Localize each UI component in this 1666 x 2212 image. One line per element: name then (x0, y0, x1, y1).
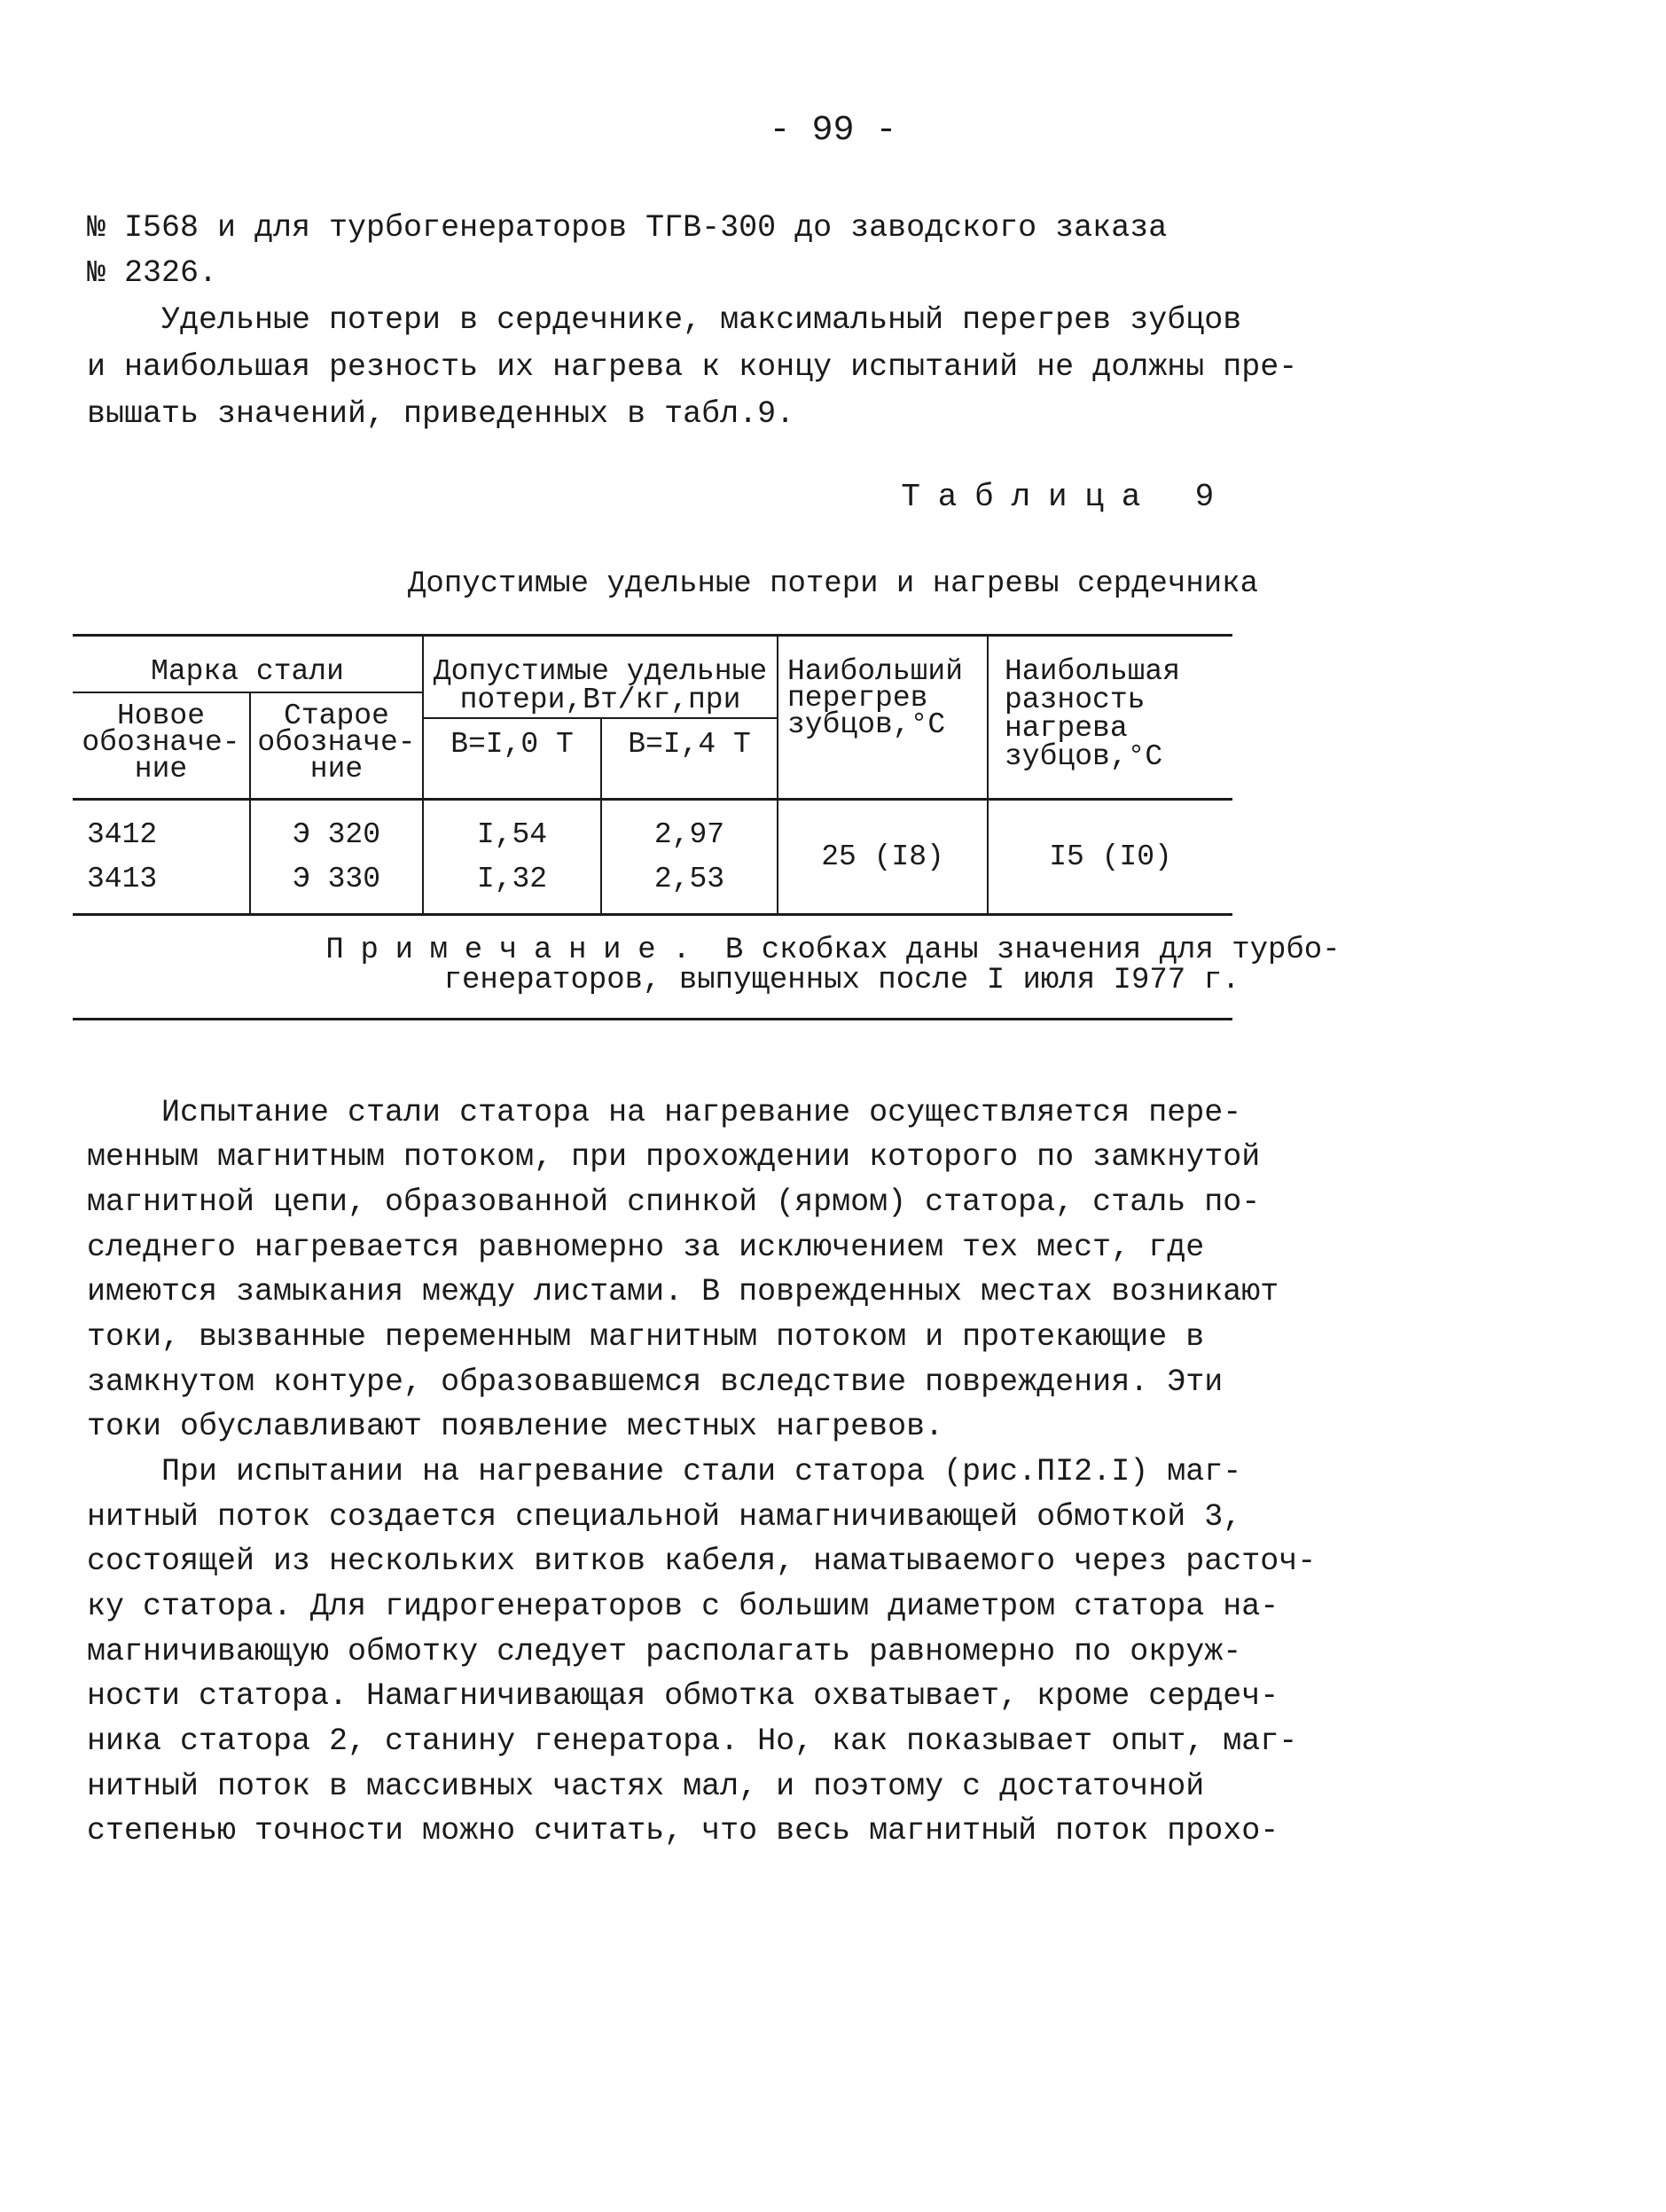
body-line-9: При испытании на нагревание стали статора (рис.ПI2.I) маг- (87, 1454, 1242, 1489)
body-line-10: нитный поток создается специальной намагничивающей обмоткой 3, (87, 1499, 1242, 1535)
body-line-2: менным магнитным потоком, при прохождении которого по замкнутой (87, 1139, 1261, 1175)
difference-value: I5 (I0) (1049, 840, 1172, 873)
intro-line-3: Удельные потери в сердечнике, максимальный перегрев зубцов (87, 302, 1242, 338)
body-line-6: токи, вызванные переменным магнитным потоком и протекающие в (87, 1319, 1205, 1355)
body-line-8: токи обуславливают появление местных нагревов. (87, 1409, 944, 1444)
note-text-1: В скобках даны значения для турбо- (707, 934, 1341, 967)
header-old-3: ние (309, 753, 364, 786)
header-difference-3: нагрева (1005, 712, 1128, 745)
row-1-b14: 2,97 (653, 818, 725, 851)
note-bottom-rule (73, 1018, 1232, 1020)
row-1-new: 3412 (87, 818, 158, 851)
row-2-new: 3413 (87, 863, 158, 895)
col-divider-4 (777, 634, 778, 913)
page-number: - 99 - (769, 111, 897, 151)
row-2-old: Э 330 (292, 863, 381, 895)
body-line-15: ника статора 2, станину генератора. Но, как показывает опыт, маг- (87, 1723, 1298, 1759)
table-title: Допустимые удельные потери и нагревы сердечника (408, 567, 1258, 601)
body-line-7: замкнутом контуре, образовавшемся вследствие повреждения. Эти (87, 1364, 1224, 1400)
row-1-b10: I,54 (476, 818, 548, 851)
header-overheat-1: Наибольший (787, 655, 964, 688)
header-difference-1: Наибольшая (1005, 655, 1181, 688)
table-bottom-rule (73, 913, 1232, 916)
header-bottom-rule (73, 798, 1232, 801)
table-top-rule (73, 634, 1232, 637)
header-losses-2: потери,Вт/кг,при (459, 684, 741, 716)
table-label: Таблица 9 (901, 479, 1232, 515)
overheat-value: 25 (I8) (821, 840, 944, 873)
body-line-4: следнего нагревается равномерно за исключением тех мест, где (87, 1230, 1205, 1265)
header-new-1: Новое (116, 700, 206, 732)
header-steel-grade: Марка стали (151, 655, 344, 688)
body-line-16: нитный поток в массивных частях мал, и поэтому с достаточной (87, 1769, 1205, 1804)
header-old-1: Старое (284, 700, 389, 732)
header-overheat-3: зубцов,°С (787, 708, 946, 741)
header-new-2: обозначе- (82, 726, 240, 759)
row-2-b10: I,32 (476, 863, 548, 895)
header-b14: В=I,4 Т (628, 728, 751, 761)
intro-line-1: № I568 и для турбогенераторов ТГВ-300 до заводского заказа (87, 210, 1168, 246)
body-line-12: ку статора. Для гидрогенераторов с большим диаметром статора на- (87, 1589, 1279, 1624)
intro-line-5: вышать значений, приведенных в табл.9. (87, 396, 795, 432)
header-new-3: ние (134, 753, 188, 786)
row-2-b14: 2,53 (653, 863, 725, 895)
header-overheat-2: перегрев (787, 682, 928, 715)
steel-grade-rule (73, 692, 422, 693)
row-1-old: Э 320 (292, 818, 381, 851)
header-difference-2: разность (1005, 684, 1146, 716)
body-line-1: Испытание стали статора на нагревание осуществляется пере- (87, 1095, 1242, 1130)
table-note-line-2: генераторов, выпущенных после I июля I977 г. (443, 964, 1240, 997)
col-divider-5 (987, 634, 989, 913)
table-note-line-1 (0, 935, 1666, 965)
losses-rule (422, 717, 777, 719)
header-old-2: обозначе- (257, 726, 416, 759)
note-label: Примечание. (325, 934, 708, 967)
body-line-14: ности статора. Намагничивающая обмотка охватывает, кроме сердеч- (87, 1678, 1279, 1714)
intro-line-2: № 2326. (87, 255, 218, 291)
body-line-3: магнитной цепи, образованной спинкой (ярмом) статора, сталь по- (87, 1184, 1261, 1220)
intro-line-4: и наибольшая резность их нагрева к концу испытаний не должны пре- (87, 349, 1298, 385)
header-difference-4: зубцов,°С (1005, 740, 1163, 773)
body-line-11: состоящей из нескольких витков кабеля, наматываемого через расточ- (87, 1544, 1317, 1579)
body-line-5: имеются замыкания между листами. В поврежденных местах возникают (87, 1274, 1279, 1309)
header-b10: В=I,0 Т (450, 728, 574, 761)
body-line-17: степенью точности можно считать, что весь магнитный поток прохо- (87, 1813, 1279, 1849)
body-line-13: магничивающую обмотку следует располагать равномерно по окруж- (87, 1634, 1242, 1669)
header-losses-1: Допустимые удельные (433, 655, 768, 688)
